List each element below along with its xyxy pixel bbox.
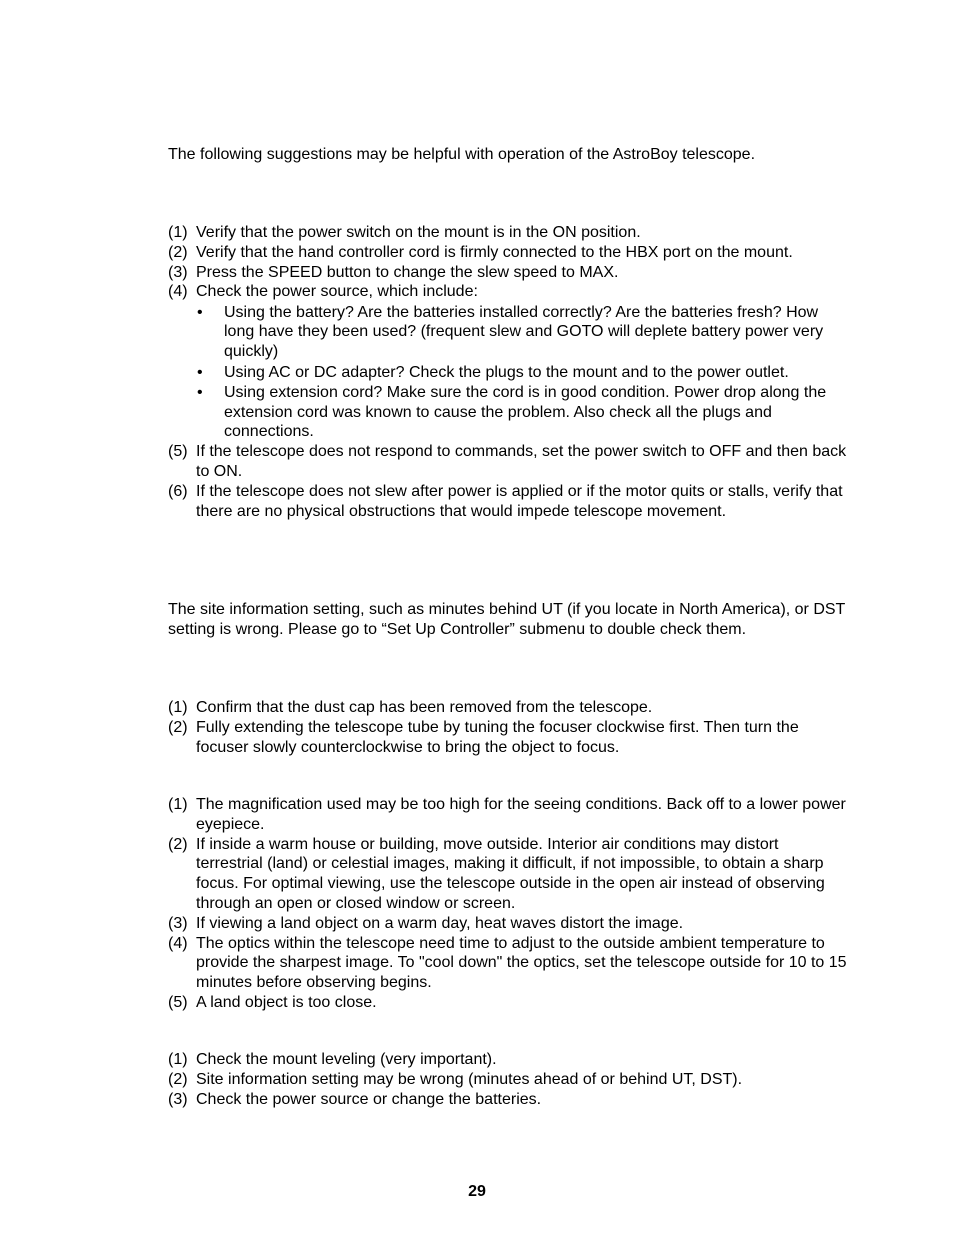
list-item	[168, 1050, 848, 1070]
list-item	[168, 223, 848, 243]
bullet-text: Using extension cord? Make sure the cord is in good condition. Power drop along the extension cord was known to cause the problem. Also check all the plugs and connections.	[224, 383, 827, 441]
item-text: The magnification used may be too high for the seeing conditions. Back off to a lower power eyepiece.	[196, 796, 846, 833]
list-item	[168, 482, 848, 522]
item-text: Press the SPEED button to change the slew speed to MAX.	[196, 263, 619, 281]
item-number: (3)	[168, 1090, 188, 1108]
image-quality-checklist	[168, 795, 848, 1013]
list-item	[168, 1070, 848, 1090]
item-text: The optics within the telescope need time to adjust to the outside ambient temperature to provide the sharpest image. To "cool down" the optics, set the telescope outside for 10 to 15 minutes before observing begins.	[196, 934, 847, 992]
item-number: (2)	[168, 835, 188, 853]
intro-paragraph: The following suggestions may be helpful with operation of the AstroBoy telescope.	[168, 146, 756, 163]
bullet-text: Using AC or DC adapter? Check the plugs to the mount and to the power outlet.	[224, 363, 789, 381]
item-text: Verify that the power switch on the mount is in the ON position.	[196, 224, 641, 241]
power-source-bullets	[196, 303, 848, 443]
list-item	[168, 263, 848, 283]
item-text: Site information setting may be wrong (minutes ahead of or behind UT, DST).	[196, 1070, 743, 1088]
item-number: (1)	[168, 699, 188, 716]
item-text: If the telescope does not respond to commands, set the power switch to OFF and then back to ON.	[196, 443, 847, 481]
bullet-icon: •	[197, 363, 203, 381]
item-number: (1)	[168, 224, 188, 241]
power-checklist	[168, 223, 848, 521]
item-text: If the telescope does not slew after power is applied or if the motor quits or stalls, verify that there are no physical obstructions that would impede telescope movement.	[196, 482, 843, 520]
item-text: A land object is too close.	[196, 993, 377, 1011]
site-info-paragraph: The site information setting, such as minutes behind UT (if you locate in North America), or DST setting is wrong. Please go to “Set Up Controller” submenu to double check them.	[168, 601, 846, 638]
item-number: (3)	[168, 263, 188, 281]
item-number: (2)	[168, 243, 188, 261]
list-item	[168, 718, 848, 758]
item-number: (1)	[168, 1051, 188, 1068]
list-item	[168, 795, 848, 835]
bullet-item	[196, 383, 848, 442]
item-number: (6)	[168, 482, 188, 500]
item-text: If viewing a land object on a warm day, heat waves distort the image.	[196, 914, 684, 932]
item-number: (2)	[168, 1070, 188, 1088]
bullet-icon: •	[197, 303, 203, 321]
focus-checklist	[168, 698, 848, 757]
item-text: Verify that the hand controller cord is firmly connected to the HBX port on the mount.	[196, 243, 793, 261]
item-number: (3)	[168, 914, 188, 932]
item-number: (5)	[168, 993, 188, 1011]
item-text: Check the mount leveling (very important).	[196, 1051, 497, 1068]
item-text: Check the power source or change the batteries.	[196, 1090, 542, 1108]
page-number: 29	[468, 1183, 486, 1200]
list-item	[168, 914, 848, 934]
bullet-text: Using the battery? Are the batteries installed correctly? Are the batteries fresh? How long have they been used? (frequent slew and GOTO will deplete battery power very quickly)	[224, 303, 824, 361]
bullet-item	[196, 303, 848, 362]
list-item	[168, 1090, 848, 1110]
list-item	[168, 934, 848, 993]
item-number: (2)	[168, 718, 188, 736]
list-item	[168, 698, 848, 718]
bullet-icon: •	[197, 383, 203, 401]
list-item	[168, 835, 848, 914]
item-number: (5)	[168, 443, 188, 461]
item-text: If inside a warm house or building, move outside. Interior air conditions may distort terrestrial (land) or celestial images, making it difficult, if not impossible, to obtain a sharp focus. For optimal viewing, use the telescope outside in the open air instead of observing through an open or closed window or screen.	[196, 835, 825, 912]
tracking-checklist	[168, 1050, 848, 1109]
list-item	[168, 442, 848, 482]
item-text: Fully extending the telescope tube by tuning the focuser clockwise first. Then turn the focuser slowly counterclockwise to bring the object to focus.	[196, 718, 799, 756]
item-number: (4)	[168, 283, 188, 301]
list-item	[168, 243, 848, 263]
list-item	[168, 282, 848, 442]
item-text: Check the power source, which include:	[196, 283, 478, 301]
bullet-item	[196, 363, 848, 383]
item-number: (1)	[168, 796, 188, 813]
item-number: (4)	[168, 934, 188, 952]
item-text: Confirm that the dust cap has been removed from the telescope.	[196, 699, 653, 716]
list-item	[168, 993, 848, 1013]
